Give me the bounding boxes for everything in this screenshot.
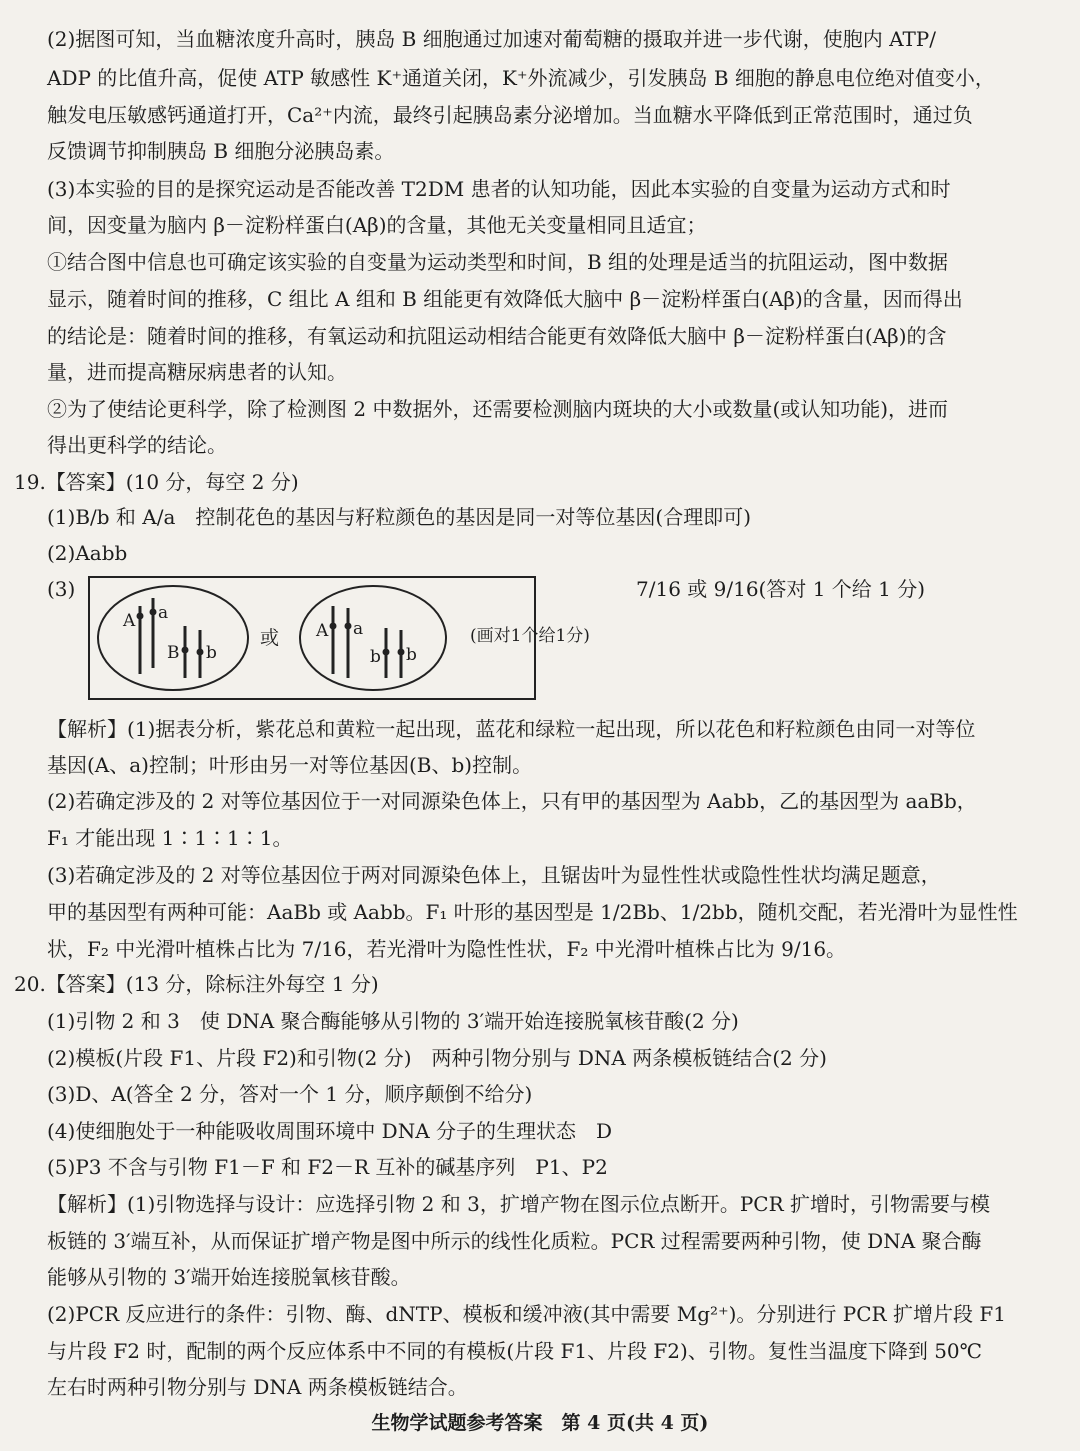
allele-label: b xyxy=(370,647,381,667)
scoring-note: (画对1个给1分) xyxy=(470,626,590,646)
analysis-line: (2)若确定涉及的 2 对等位基因位于一对同源染色体上，只有甲的基因型为 Aabb，乙的基因型为 aaBb， xyxy=(47,789,977,813)
analysis-line: 与片段 F2 时，配制的两个反应体系中不同的有模板(片段 F1、片段 F2)、引物。复性当温度下降到 50℃ xyxy=(47,1339,983,1363)
text-line: ADP 的比值升高，促使 ATP 敏感性 K⁺通道关闭，K⁺外流减少，引发胰岛 B 细胞的静息电位绝对值变小， xyxy=(47,66,995,90)
analysis-line: 左右时两种引物分别与 DNA 两条模板链结合。 xyxy=(47,1375,468,1399)
analysis-line: 板链的 3′端互补，从而保证扩增产物是图中所示的线性化质粒。PCR 过程需要两种引物，使 DNA 聚合酶 xyxy=(47,1229,982,1253)
text-line: 反馈调节抑制胰岛 B 细胞分泌胰岛素。 xyxy=(47,139,395,163)
text-line: ①结合图中信息也可确定该实验的自变量为运动类型和时间，B 组的处理是适当的抗阻运动，图中数据 xyxy=(47,250,949,274)
text-line: (2)据图可知，当血糖浓度升高时，胰岛 B 细胞通过加速对葡萄糖的摄取并进一步代谢，使胞内 ATP/ xyxy=(47,27,936,51)
text-line: (3)本实验的目的是探究运动是否能改善 T2DM 患者的认知功能，因此本实验的自变量为运动方式和时 xyxy=(47,177,951,201)
answer-line: (1)B/b 和 A/a 控制花色的基因与籽粒颜色的基因是同一对等位基因(合理即可) xyxy=(47,505,751,529)
answer-line: (4)使细胞处于一种能吸收周围环境中 DNA 分子的生理状态 D xyxy=(47,1119,613,1143)
answer-line: (2)模板(片段 F1、片段 F2)和引物(2 分) 两种引物分别与 DNA 两条模板链结合(2 分) xyxy=(47,1046,827,1070)
allele-label: B xyxy=(167,643,180,663)
analysis-line: 【解析】(1)引物选择与设计：应选择引物 2 和 3，扩增产物在图示位点断开。PCR 扩增时，引物需要与模 xyxy=(47,1192,991,1216)
text-line: ②为了使结论更科学，除了检测图 2 中数据外，还需要检测脑内斑块的大小或数量(或认知功能)，进而 xyxy=(47,397,949,421)
analysis-line: 能够从引物的 3′端开始连接脱氧核苷酸。 xyxy=(47,1265,411,1289)
allele-label: A xyxy=(123,611,136,631)
question-header: 19.【答案】(10 分，每空 2 分) xyxy=(14,470,299,494)
text-line: 得出更科学的结论。 xyxy=(47,433,227,457)
question-header: 20.【答案】(13 分，除标注外每空 1 分) xyxy=(14,972,379,996)
text-line: 间，因变量为脑内 β－淀粉样蛋白(Aβ)的含量，其他无关变量相同且适宜； xyxy=(47,213,707,237)
text-line: 触发电压敏感钙通道打开，Ca²⁺内流，最终引起胰岛素分泌增加。当血糖水平降低到正常范围时，通过负 xyxy=(47,103,973,127)
chromosome-diagram xyxy=(88,576,536,700)
allele-label: a xyxy=(353,619,364,639)
analysis-line: 基因(A、a)控制；叶形由另一对等位基因(B、b)控制。 xyxy=(47,753,533,777)
analysis-line: 【解析】(1)据表分析，紫花总和黄粒一起出现，蓝花和绿粒一起出现，所以花色和籽粒颜色由同一对等位 xyxy=(47,717,976,741)
answer-line: (2)Aabb xyxy=(47,541,128,565)
analysis-line: (2)PCR 反应进行的条件：引物、酶、dNTP、模板和缓冲液(其中需要 Mg²⁺)。分别进行 PCR 扩增片段 F1 xyxy=(47,1302,1006,1326)
answer-line: (1)引物 2 和 3 使 DNA 聚合酶能够从引物的 3′端开始连接脱氧核苷酸(2 分) xyxy=(47,1009,739,1033)
answer-label: (3) xyxy=(47,577,76,601)
answer-line: (3)D、A(答全 2 分，答对一个 1 分，顺序颠倒不给分) xyxy=(47,1082,533,1106)
analysis-line: 甲的基因型有两种可能：AaBb 或 Aabb。F₁ 叶形的基因型是 1/2Bb、1/2bb，随机交配，若光滑叶为显性性 xyxy=(47,900,1018,924)
allele-label: b xyxy=(206,643,217,663)
or-label: 或 xyxy=(260,627,280,649)
page-footer: 生物学试题参考答案 第 4 页(共 4 页) xyxy=(371,1412,709,1434)
analysis-line: F₁ 才能出现 1∶1∶1∶1。 xyxy=(47,826,293,850)
analysis-line: (3)若确定涉及的 2 对等位基因位于两对同源染色体上，且锯齿叶为显性性状或隐性性状均满足题意， xyxy=(47,863,941,887)
analysis-line: 状，F₂ 中光滑叶植株占比为 7/16，若光滑叶为隐性性状，F₂ 中光滑叶植株占比为 9/16。 xyxy=(47,937,847,961)
text-line: 显示，随着时间的推移，C 组比 A 组和 B 组能更有效降低大脑中 β－淀粉样蛋白(Aβ)的含量，因而得出 xyxy=(47,287,963,311)
allele-label: a xyxy=(158,603,169,623)
answer-line: (5)P3 不含与引物 F1－F 和 F2－R 互补的碱基序列 P1、P2 xyxy=(47,1155,608,1179)
cell-1 xyxy=(98,586,248,690)
allele-label: b xyxy=(406,645,417,665)
text-line: 的结论是：随着时间的推移，有氧运动和抗阻运动相结合能更有效降低大脑中 β－淀粉样蛋白(Aβ)的含 xyxy=(47,324,947,348)
text-line: 量，进而提高糖尿病患者的认知。 xyxy=(47,360,347,384)
probability-answer: 7/16 或 9/16(答对 1 个给 1 分) xyxy=(636,577,926,601)
allele-label: A xyxy=(316,621,329,641)
